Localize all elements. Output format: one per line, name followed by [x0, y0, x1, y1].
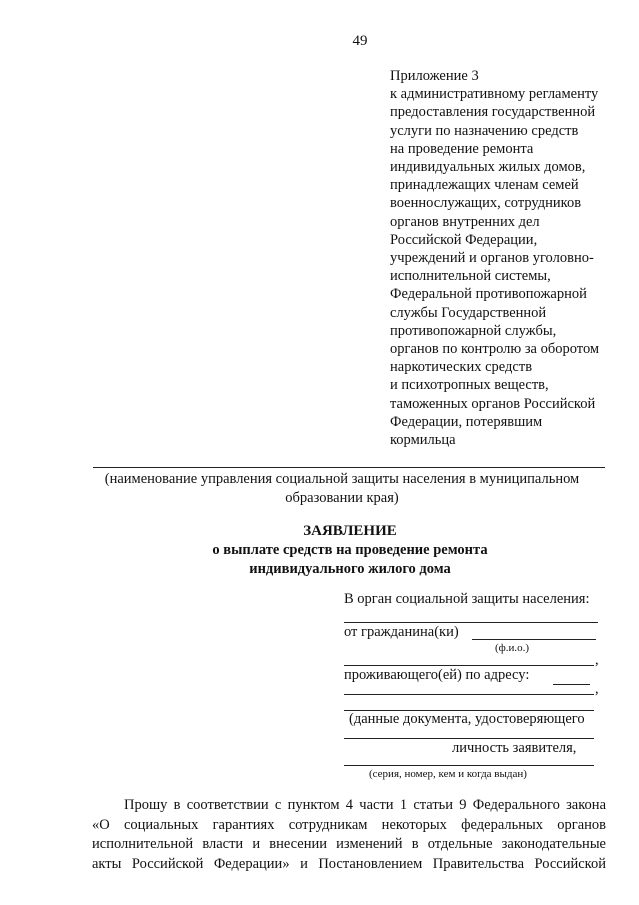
- document-hint: (серия, номер, кем и когда выдан): [369, 768, 527, 780]
- appendix-line: наркотических средств: [390, 359, 533, 376]
- body-line: акты Российской Федерации» и Постановлением Правительства Российской: [92, 855, 606, 872]
- body-paragraph: [92, 796, 606, 874]
- appendix-line: органов по контролю за оборотом: [390, 341, 600, 358]
- address-label: проживающего(ей) по адресу:: [344, 667, 530, 683]
- appendix-line: Приложение 3: [390, 68, 479, 84]
- appendix-line: Российской Федерации,: [390, 231, 538, 248]
- body-line: исполнительной власти и внесении изменений в отдельные законодательные: [92, 836, 606, 852]
- identity-label: личность заявителя,: [452, 740, 577, 756]
- body-line: «О социальных гарантиях сотрудникам некоторых федеральных органов: [92, 816, 606, 833]
- appendix-line: противопожарной службы,: [390, 322, 557, 339]
- appendix-line: и психотропных веществ,: [390, 377, 549, 394]
- appendix-line: к административному регламенту: [390, 86, 599, 103]
- appendix-line: услуги по назначению средств: [390, 122, 579, 139]
- authority-caption-line1: (наименование управления социальной защиты населения в муниципальном: [104, 471, 580, 487]
- to-organ-label: В орган социальной защиты населения:: [344, 591, 590, 607]
- authority-name-line[interactable]: [93, 467, 605, 468]
- organ-name-line[interactable]: [344, 622, 598, 623]
- appendix-line: военнослужащих, сотрудников: [390, 195, 582, 212]
- appendix-line: на проведение ремонта: [390, 140, 534, 157]
- appendix-line: таможенных органов Российской: [390, 395, 596, 412]
- authority-caption: [82, 470, 602, 508]
- document-subtitle-line2: индивидуального жилого дома: [249, 561, 451, 577]
- comma-mark: ,: [595, 681, 599, 697]
- address-line[interactable]: [553, 684, 590, 685]
- appendix-line: кормильца: [390, 432, 456, 449]
- fio-hint: (ф.и.о.): [495, 642, 530, 654]
- document-data-line[interactable]: [344, 738, 594, 739]
- document-subtitle-line1: о выплате средств на проведение ремонта: [212, 542, 488, 558]
- document-data-line-2[interactable]: [344, 765, 594, 766]
- from-citizen-label: от гражданина(ки): [344, 624, 459, 640]
- appendix-line: Федерации, потерявшим: [390, 413, 543, 430]
- appendix-line: предоставления государственной: [390, 104, 596, 121]
- appendix-line: Федеральной противопожарной: [390, 286, 587, 303]
- citizen-name-line[interactable]: [472, 639, 596, 640]
- appendix-line: службы Государственной: [390, 304, 547, 321]
- appendix-line: принадлежащих членам семей: [390, 177, 579, 194]
- appendix-line: учреждений и органов уголовно-: [390, 250, 594, 267]
- appendix-block: [390, 67, 599, 449]
- body-line: Прошу в соответствии с пунктом 4 части 1 статьи 9 Федерального закона: [124, 797, 606, 813]
- comma-mark: ,: [595, 652, 599, 668]
- appendix-line: органов внутренних дел: [390, 213, 540, 230]
- document-title: ЗАЯВЛЕНИЕ: [303, 523, 397, 539]
- appendix-line: исполнительной системы,: [390, 268, 551, 285]
- appendix-line: индивидуальных жилых домов,: [390, 159, 586, 176]
- page-number: 49: [352, 33, 368, 49]
- address-line-2[interactable]: [344, 694, 594, 695]
- citizen-name-line-2[interactable]: [344, 665, 594, 666]
- document-data-label: (данные документа, удостоверяющего: [349, 711, 585, 727]
- authority-caption-line2: образовании края): [285, 490, 399, 506]
